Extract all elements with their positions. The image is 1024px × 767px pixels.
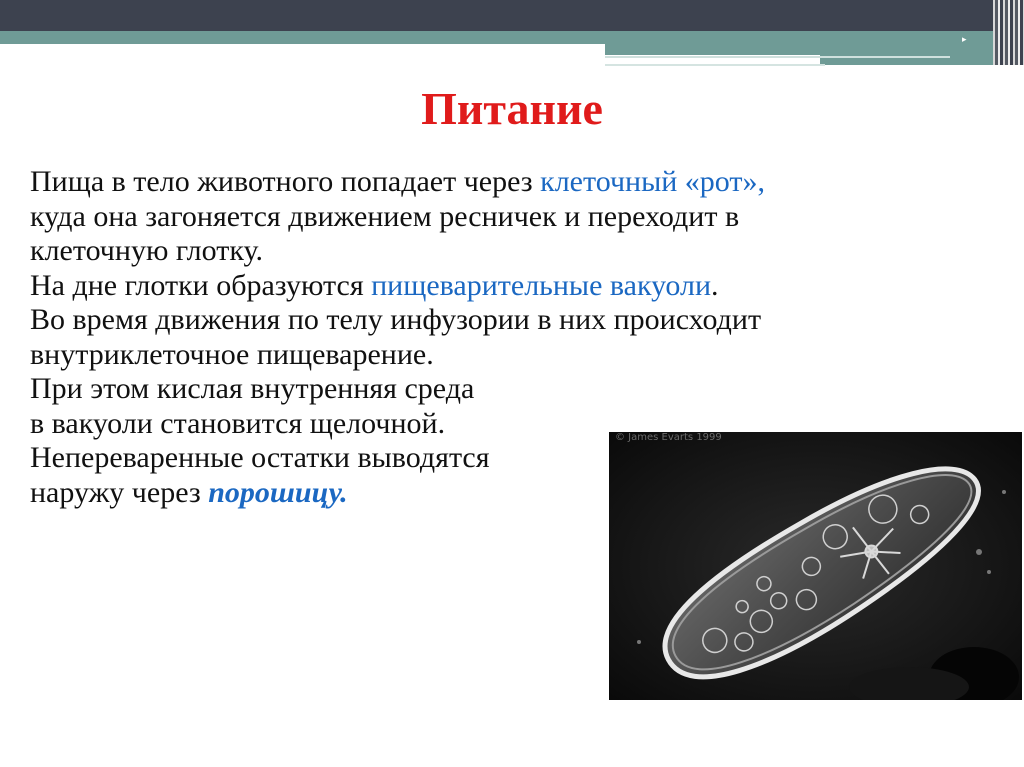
slide-title: Питание [421,83,603,134]
body-line [30,269,990,304]
highlighted-term-bold: . [340,475,348,509]
highlighted-term: клеточный «рот», [540,165,766,198]
photo-credit: © James Evarts 1999 [615,432,722,443]
header-vertical-stripes [993,0,1024,65]
header-accent-line [605,64,825,66]
header-accent-line [605,56,950,58]
header-bar-dark [0,0,1024,31]
body-line [30,234,990,269]
body-text-segment: внутриклеточное пищеварение. [30,337,434,371]
paramecium-photo [609,432,1022,700]
body-text-segment: При этом кислая внутренняя среда [30,372,475,405]
body-text-segment: На дне глотки образуются [30,268,372,302]
slide-corner-triangle-icon: ▸ [962,35,967,45]
header-bar-step [605,44,1024,55]
paramecium-illustration [609,432,1022,700]
body-line [30,338,990,373]
body-text-segment: наружу через [30,475,209,509]
body-line [30,165,990,200]
body-text-segment: Непереваренные остатки выводятся [30,441,490,474]
body-text-segment: . [711,268,719,302]
body-line [30,200,990,235]
body-text-segment: Во время движения по телу инфузории в них происходит [30,303,762,336]
body-text-segment: Пища в тело животного попадает через [30,165,541,198]
highlighted-term-bold: порошицу [208,475,341,509]
body-text-segment: в вакуоли становится щелочной. [30,406,446,440]
body-line [30,303,990,338]
highlighted-term: пищеварительные вакуоли [371,268,712,302]
body-text-segment: куда она загоняется движением ресничек и переходит в [30,199,740,233]
body-line [30,372,990,407]
header-bar-teal [0,31,1024,44]
body-text-segment: клеточную глотку. [30,234,263,267]
